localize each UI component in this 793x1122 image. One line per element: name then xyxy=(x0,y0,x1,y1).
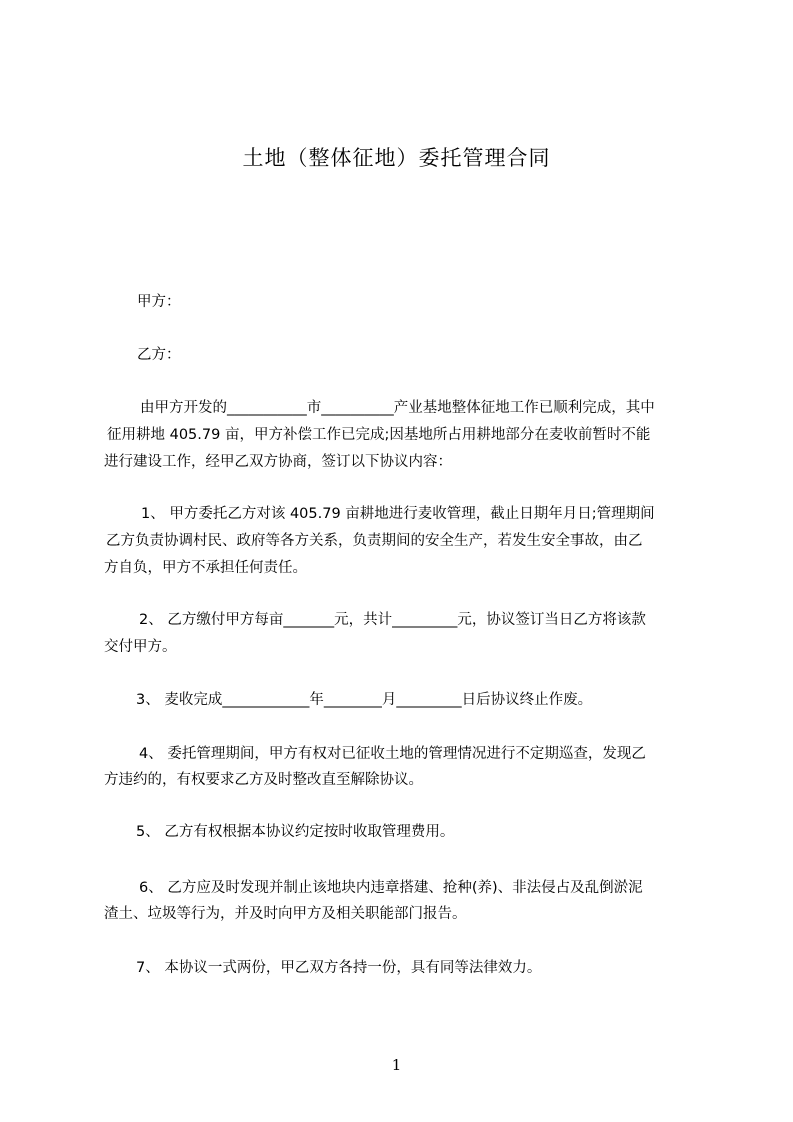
clause-4-line: 4、 委托管理期间，甲方有权对已征收土地的管理情况进行不定期巡查，发现乙 xyxy=(139,746,646,762)
clause-1-line: 乙方负责协调村民、政府等各方关系，负责期间的安全生产，若发生安全事故，由乙 xyxy=(106,533,643,549)
party-a-label: 甲方： xyxy=(137,294,181,310)
clause-7-line: 7、 本协议一式两份，甲乙双方各持一份，具有同等法律效力。 xyxy=(136,960,542,976)
document-title: 土地（整体征地）委托管理合同 xyxy=(242,146,551,170)
clause-6-line: 渣土、垃圾等行为，并及时向甲方及相关职能部门报告。 xyxy=(104,906,467,922)
party-b-label: 乙方： xyxy=(137,347,181,363)
clause-6-line: 6、 乙方应及时发现并制止该地块内违章搭建、抢种(养)、非法侵占及乱倒淤泥 xyxy=(139,880,643,896)
clause-3-line: 3、 麦收完成____________年________月_________日后协议终止作废。 xyxy=(136,692,593,708)
clause-2-line: 交付甲方。 xyxy=(104,639,177,655)
clause-4-line: 方违约的，有权要求乙方及时整改直至解除协议。 xyxy=(104,772,423,788)
clause-1-line: 方自负，甲方不承担任何责任。 xyxy=(104,560,307,576)
page-number: 1 xyxy=(391,1056,402,1074)
clause-5-line: 5、 乙方有权根据本协议约定按时收取管理费用。 xyxy=(136,824,455,840)
clause-2-line: 2、 乙方缴付甲方每亩_______元，共计_________元，协议签订当日乙方将该款 xyxy=(139,612,646,628)
intro-line: 进行建设工作，经甲乙双方协商，签订以下协议内容： xyxy=(104,454,452,470)
intro-line: 由甲方开发的___________市__________产业基地整体征地工作已顺利完成，其中 xyxy=(140,400,655,416)
intro-line: 征用耕地 405.79 亩，甲方补偿工作已完成;因基地所占用耕地部分在麦收前暂时不能 xyxy=(107,427,651,443)
clause-1-line: 1、 甲方委托乙方对该 405.79 亩耕地进行麦收管理，截止日期年月日;管理期间 xyxy=(141,506,655,522)
